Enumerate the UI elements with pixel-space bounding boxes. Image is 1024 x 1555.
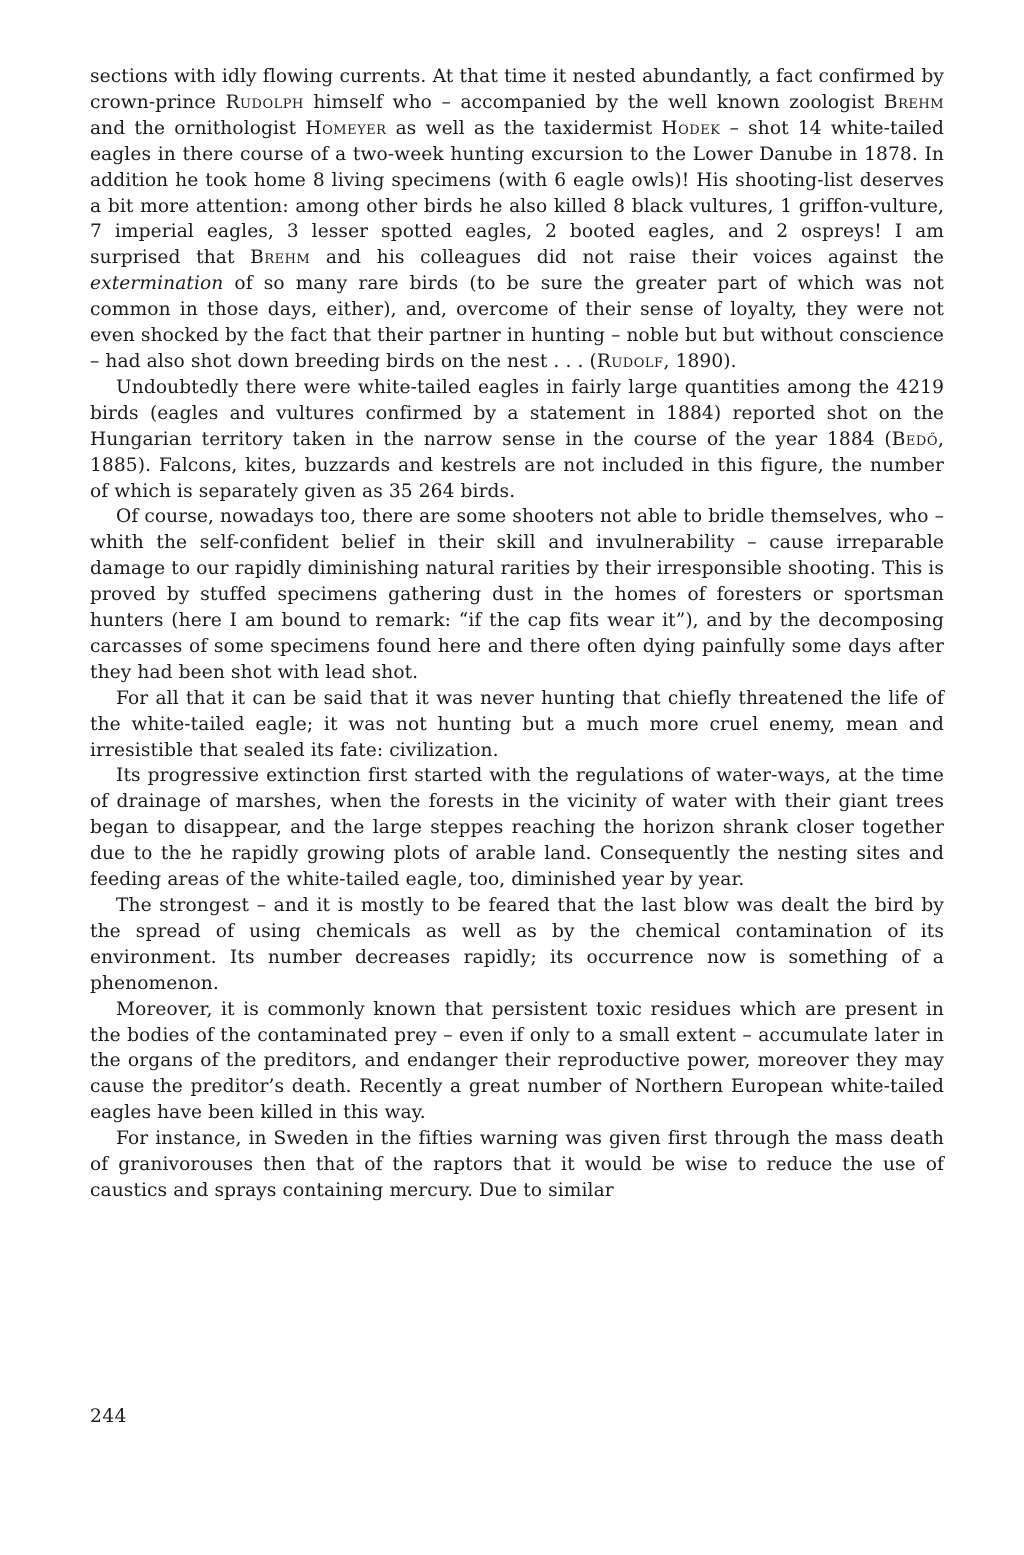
paragraph	[90, 375, 944, 505]
text-run: Its progressive extinction first started with the regulations of water-ways, at the time of drainage of marshes, when the forests in the vicinity of water with their giant trees began to disappear, and the large steppes reaching the horizon shrank closer together due to the he rapidly growing plots of arable land. Consequently the nesting sites and feeding areas of the white-tailed eagle, too, diminished year by year.	[90, 765, 944, 891]
text-run: Undoubtedly there were white-tailed eagles in fairly large quantities among the 4219 birds (eagles and vultures confirmed by a statement in 1884) reported shot on the Hungarian territory taken in the narrow sense in the course of the year 1884 (	[90, 376, 944, 450]
author-name: Rudolph	[225, 91, 304, 113]
paragraph	[90, 893, 944, 997]
paragraph	[90, 1126, 944, 1204]
text-run: of so many rare birds (to be sure the greater part of which was not common in those days, either), and, overcome of their sense of loyalty, they were not even shocked by the fact that their partner in hunting – noble but but without conscience – had also shot down breeding birds on the nest . . . (	[90, 273, 944, 372]
author-name: Bedő	[891, 428, 938, 450]
text-run: Moreover, it is commonly known that persistent toxic residues which are present in the bodies of the contaminated prey – even if only to a small extent – accumulate later in the organs of the preditors, and endanger their reproductive power, moreover they may cause the preditor’s death. Recently a great number of Northern European white-tailed eagles have been killed in this way.	[90, 998, 944, 1124]
paragraph	[90, 763, 944, 893]
text-run: The strongest – and it is mostly to be feared that the last blow was dealt the bird by the spread of using chemicals as well as by the chemical contamination of its environment. Its number decreases rapidly; its occurrence now is something of a phenomenon.	[90, 895, 944, 994]
paragraph	[90, 64, 944, 375]
author-name: Brehm	[250, 247, 311, 269]
page-body	[90, 64, 944, 1204]
text-run: as well as the taxidermist	[386, 117, 662, 139]
page-number: 244	[90, 1406, 127, 1427]
paragraph	[90, 997, 944, 1127]
text-run: – shot 14 white-tailed eagles in there course of a two-week hunting excursion to the Lower Danube in 1878. In addition he took home 8 living specimens (with 6 eagle owls)! His shooting-list deserves a bit more attention: among other birds he also killed 8 black vultures, 1 griffon-vulture, 7 imperial eagles, 3 lesser spotted eagles, 2 booted eagles, and 2 ospreys! I am surprised that	[90, 117, 944, 269]
emphasis: extermination	[90, 273, 224, 295]
text-run: , 1885). Falcons, kites, buzzards and kestrels are not included in this figure, the number of which is separately given as 35 264 birds.	[90, 428, 944, 502]
author-name: Brehm	[883, 91, 945, 113]
author-name: Rudolf	[596, 350, 664, 372]
text-run: , 1890).	[663, 350, 737, 372]
text-run: For all that it can be said that it was never hunting that chiefly threatened the life of the white-tailed eagle; it was not hunting but a much more cruel enemy, mean and irresistible that sealed its fate: civilization.	[90, 687, 944, 761]
author-name: Homeyer	[305, 117, 387, 139]
paragraph	[90, 504, 944, 685]
text-run: Of course, nowadays too, there are some shooters not able to bridle themselves, who – whith the self-confident belief in their skill and invulnerability – cause irreparable damage to our rapidly diminishing natural rarities by their irresponsible shooting. This is proved by stuffed specimens gathering dust in the homes of foresters or sportsman hunters (here I am bound to remark: “if the cap fits wear it”), and by the decomposing carcasses of some specimens found here and there often dying painfully some days after they had been shot with lead shot.	[90, 506, 944, 683]
paragraph	[90, 686, 944, 764]
text-run: himself who – accompanied by the well known zoologist	[303, 91, 884, 113]
text-run: sections with idly flowing currents. At that time it nested abundantly, a fact confirmed by crown-prince	[90, 66, 944, 113]
text-run: For instance, in Sweden in the fifties warning was given first through the mass death of granivorouses then that of the raptors that it would be wise to reduce the use of caustics and sprays containing mercury. Due to similar	[90, 1128, 944, 1201]
text-run: and the ornithologist	[90, 117, 306, 139]
author-name: Hodek	[661, 117, 721, 139]
text-run: and his colleagues did not raise their voices against the	[310, 247, 944, 269]
